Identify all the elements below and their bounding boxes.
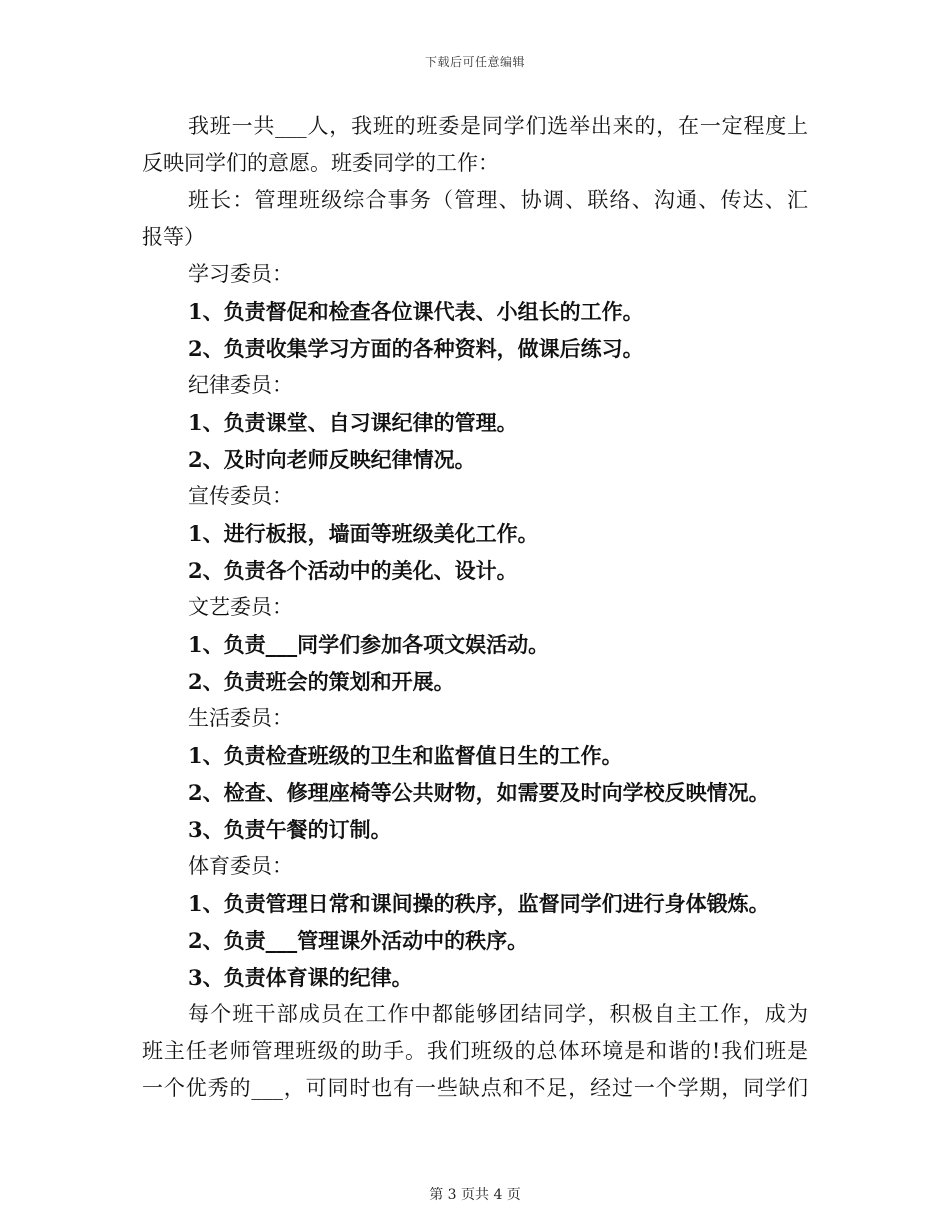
text-line: 每个班干部成员在工作中都能够团结同学，积极自主工作，成为	[188, 1002, 808, 1026]
document-body	[142, 108, 808, 1107]
text-line: 纪律委员：	[188, 373, 293, 397]
text-line: 班长：管理班级综合事务（管理、协调、联络、沟通、传达、汇	[188, 188, 808, 212]
text-line: 2、负责___管理课外活动中的秩序。	[188, 928, 529, 953]
text-line: 文艺委员：	[188, 595, 293, 619]
page-footer: 第 3 页共 4 页	[429, 1187, 521, 1203]
text-line: 2、检查、修理座椅等公共财物，如需要及时向学校反映情况。	[188, 780, 770, 805]
text-line: 2、及时向老师反映纪律情况。	[188, 447, 476, 472]
text-line: 3、负责体育课的纪律。	[188, 965, 413, 990]
text-line: 3、负责午餐的订制。	[188, 817, 392, 842]
text-line: 学习委员：	[188, 262, 293, 286]
text-line: 2、负责收集学习方面的各种资料，做课后练习。	[188, 336, 644, 361]
text-line: 1、进行板报，墙面等班级美化工作。	[188, 521, 539, 546]
text-line: 反映同学们的意愿。班委同学的工作：	[142, 151, 499, 175]
text-line: 宣传委员：	[188, 484, 293, 508]
text-line: 1、负责检查班级的卫生和监督值日生的工作。	[188, 743, 623, 768]
text-line: 报等）	[142, 225, 205, 249]
text-line: 1、负责管理日常和课间操的秩序，监督同学们进行身体锻炼。	[188, 891, 770, 916]
text-line: 2、负责各个活动中的美化、设计。	[188, 558, 518, 583]
text-line: 我班一共___人，我班的班委是同学们选举出来的，在一定程度上	[188, 114, 808, 138]
text-line: 一个优秀的___，可同时也有一些缺点和不足，经过一个学期，同学们	[142, 1076, 808, 1100]
text-line: 体育委员：	[188, 854, 293, 878]
text-line: 2、负责班会的策划和开展。	[188, 669, 455, 694]
text-line: 1、负责督促和检查各位课代表、小组长的工作。	[188, 299, 644, 324]
text-line: 班主任老师管理班级的助手。我们班级的总体环境是和谐的!我们班是	[142, 1039, 808, 1063]
page-header: 下载后可任意编辑	[424, 55, 525, 69]
text-line: 1、负责___同学们参加各项文娱活动。	[188, 632, 550, 657]
text-line: 生活委员：	[188, 706, 293, 730]
text-line: 1、负责课堂、自习课纪律的管理。	[188, 410, 518, 435]
